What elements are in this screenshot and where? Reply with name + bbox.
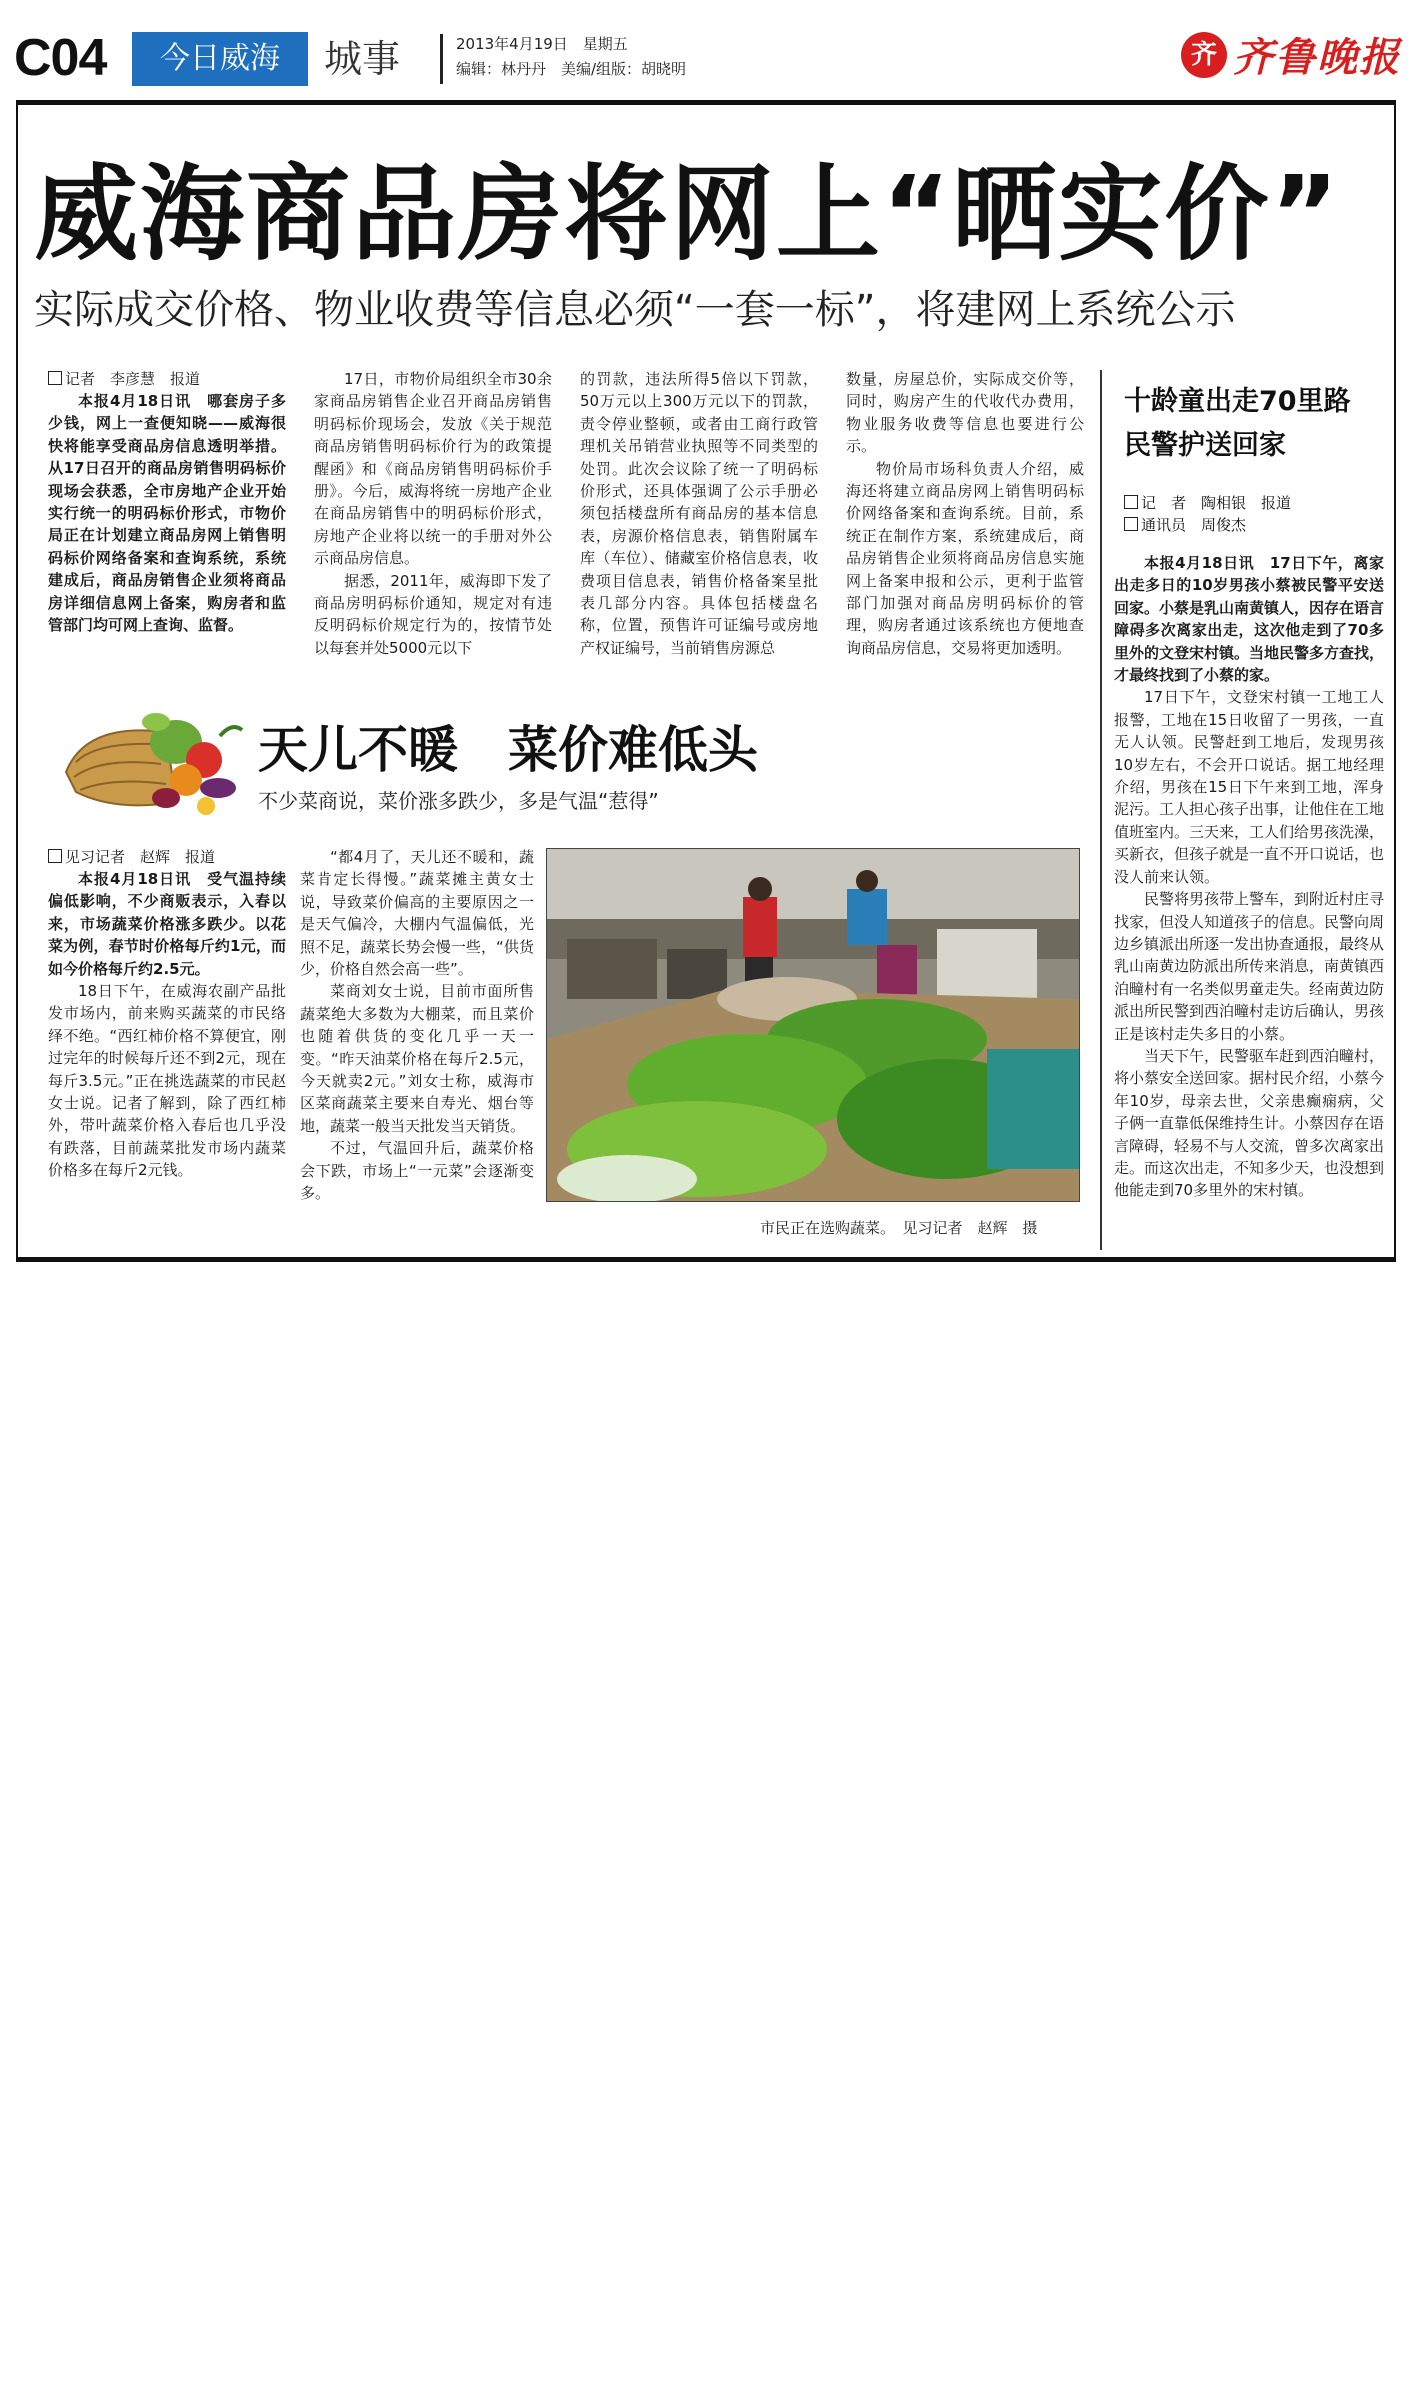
cornucopia-icon — [56, 702, 248, 830]
photo-caption: 市民正在选购蔬菜。 见习记者 赵辉 摄 — [760, 1219, 1038, 1237]
byline-box-icon — [48, 371, 62, 385]
paragraph: 数量，房屋总价，实际成交价等，同时，购房产生的代收代办费用，物业服务收费等信息也要进行公示。 — [846, 370, 1084, 456]
main-story-column-1 — [48, 368, 286, 668]
paragraph: 17日，市物价局组织全市30余家商品房销售企业召开商品房销售明码标价现场会，发放《关于规范商品房销售明码标价行为的政策提醒函》和《商品房销售明码标价手册》。今后，威海将统一房地产企业在商品房销售中的明码标价形式，房地产企业将以统一的手册对外公示商品房信息。 — [314, 370, 552, 568]
market-photo — [546, 848, 1080, 1202]
veg-story-column-1 — [48, 846, 286, 1246]
veg-story-title: 天儿不暖 菜价难低头 — [258, 721, 758, 779]
main-story-column-4 — [846, 368, 1084, 668]
section-tag: 今日威海 — [132, 32, 308, 86]
byline-box-icon — [1124, 517, 1138, 531]
paragraph: “都4月了，天儿还不暖和，蔬菜肯定长得慢。”蔬菜摊主黄女士说，导致菜价偏高的主要原因之一是天气偏冷，大棚内气温偏低，光照不足，蔬菜长势会慢一些，“供货少，价格自然会高一些”。 — [300, 848, 534, 979]
paragraph: 17日下午，文登宋村镇一工地工人报警，工地在15日收留了一男孩，一直无人认领。民警赶到工地后，发现男孩10岁左右，不会开口说话。据工地经理介绍，男孩在15日下午来到工地，浑身泥污。工人担心孩子出事，让他住在工地值班室内。三天来，工人们给男孩洗澡，买新衣，但孩子就是一直不开口说话，也没人前来认领。 — [1114, 688, 1385, 886]
side-story-title: 十龄童出走70里路 民警护送回家 — [1124, 386, 1351, 461]
paragraph: 据悉，2011年，威海即下发了商品房明码标价通知，规定对有违反明码标价规定行为的，按情节处以每套并处5000元以下 — [314, 571, 552, 657]
main-byline: 记者 李彦慧 报道 — [48, 368, 286, 390]
header-divider — [440, 34, 443, 84]
page-number: C04 — [14, 29, 107, 87]
paragraph: 民警将男孩带上警车，到附近村庄寻找家，但没人知道孩子的信息。民警向周边乡镇派出所逐一发出协查通报，最终从乳山南黄边防派出所传来消息，南黄镇西泊疃村有一名类似男童走失。经南黄边防派出所民警到西泊疃村走访后确认，男孩正是该村走失多日的小蔡。 — [1114, 890, 1385, 1043]
main-story-column-2 — [314, 368, 552, 668]
paragraph: 不过，气温回升后，蔬菜价格会下跌，市场上“一元菜”会逐渐变多。 — [300, 1139, 534, 1203]
byline-box-icon — [48, 849, 62, 863]
staff-line: 编辑：林丹丹 美编/组版：胡晓明 — [456, 60, 687, 78]
paragraph: 物价局市场科负责人介绍，威海还将建立商品房网上销售明码标价网络备案和查询系统。目前，系统正在制作方案，系统建成后，商品房销售企业须将商品房信息实施网上备案申报和公示，更利于监管部门加强对商品房明码标价的管理，购房者通过该系统也方便地查询商品房信息，交易将更加透明。 — [846, 459, 1084, 657]
main-story-column-3 — [580, 368, 818, 668]
header-meta — [456, 32, 686, 82]
paragraph: 的罚款，违法所得5倍以下罚款，50万元以上300万元以下的罚款，责令停业整顿，或者由工商行政管理机关吊销营业执照等不同类型的处罚。此次会议除了统一了明码标价形式，还具体强调了公示手册必须包括楼盘所有商品房的基本信息表，房源价格信息表，销售附属车库（车位）、储藏室价格信息表，收费项目信息表，销售价格备案呈批表几部分内容。具体包括楼盘名称，位置，预售许可证编号或房地产权证编号，当前销售房源总 — [580, 370, 818, 657]
paragraph: 本报4月18日讯 17日下午，离家出走多日的10岁男孩小蔡被民警平安送回家。小蔡是乳山南黄镇人，因存在语言障碍多次离家出走，这次他走到了70多里外的文登宋村镇。当地民警多方查找，才最终找到了小蔡的家。 — [1114, 554, 1385, 685]
vegetable-basket-illustration — [56, 702, 248, 830]
paragraph: 本报4月18日讯 受气温持续偏低影响，不少商贩表示，入春以来，市场蔬菜价格涨多跌少。以花菜为例，春节时价格每斤约1元，而如今价格每斤约2.5元。 — [48, 870, 286, 978]
paragraph: 菜商刘女士说，目前市面所售蔬菜绝大多数为大棚菜，而且菜价也随着供货的变化几乎一天一变。“昨天油菜价格在每斤2.5元，今天就卖2元。”刘女士称，威海市区菜商蔬菜主要来自寿光、烟台等地，蔬菜一般当天批发当天销货。 — [300, 982, 534, 1135]
masthead-text: 齐鲁晚报 — [1233, 34, 1401, 81]
side-story-body — [1114, 552, 1384, 1252]
paragraph: 当天下午，民警驱车赶到西泊疃村，将小蔡安全送回家。据村民介绍，小蔡今年10岁，母亲去世，父亲患癫痫病，父子俩一直靠低保维持生计。小蔡因存在语言障碍，轻易不与人交流，曾多次离家出走。而这次出走，不知多少天，也没想到他能走到70多里外的宋村镇。 — [1114, 1046, 1385, 1200]
main-headline: 威海商品房将网上“晒实价” — [34, 153, 1341, 275]
paragraph: 本报4月18日讯 哪套房子多少钱，网上一查便知晓——威海很快将能享受商品房信息透明举措。从17日召开的商品房销售明码标价现场会获悉，全市房地产企业开始实行统一的明码标价形式，市物价局正在计划建立商品房网上销售明码标价网络备案和查询系统，系统建成后，商品房销售企业须将商品房详细信息网上备案，购房者和监管部门均可网上查询、监督。 — [48, 392, 286, 635]
main-subhead: 实际成交价格、物业收费等信息必须“一套一标”，将建网上系统公示 — [34, 287, 1236, 333]
side-column-rule — [1100, 370, 1102, 1250]
vegetable-market-image — [547, 849, 1079, 1201]
paragraph: 18日下午，在威海农副产品批发市场内，前来购买蔬菜的市民络绎不绝。“西红柿价格不算便宜，刚过完年的时候每斤还不到2元，现在每斤3.5元。”正在挑选蔬菜的市民赵女士说。记者了解到，除了西红柿外，带叶蔬菜价格入春后也几乎没有跌落，目前蔬菜批发市场内蔬菜价格多在每斤2元钱。 — [48, 982, 286, 1180]
page-header — [0, 24, 1417, 104]
section-name: 城事 — [324, 37, 401, 81]
veg-byline: 见习记者 赵辉 报道 — [48, 846, 286, 868]
masthead-icon: 齐 — [1181, 32, 1227, 78]
veg-story-subtitle: 不少菜商说，菜价涨多跌少，多是气温“惹得” — [258, 789, 659, 813]
byline-box-icon — [1124, 495, 1138, 509]
side-story-byline: 记 者 陶相银 报道 通讯员 周俊杰 — [1124, 492, 1384, 536]
date-line: 2013年4月19日 星期五 — [456, 35, 628, 53]
veg-story-column-2 — [300, 846, 534, 1246]
masthead-logo — [1181, 26, 1401, 83]
